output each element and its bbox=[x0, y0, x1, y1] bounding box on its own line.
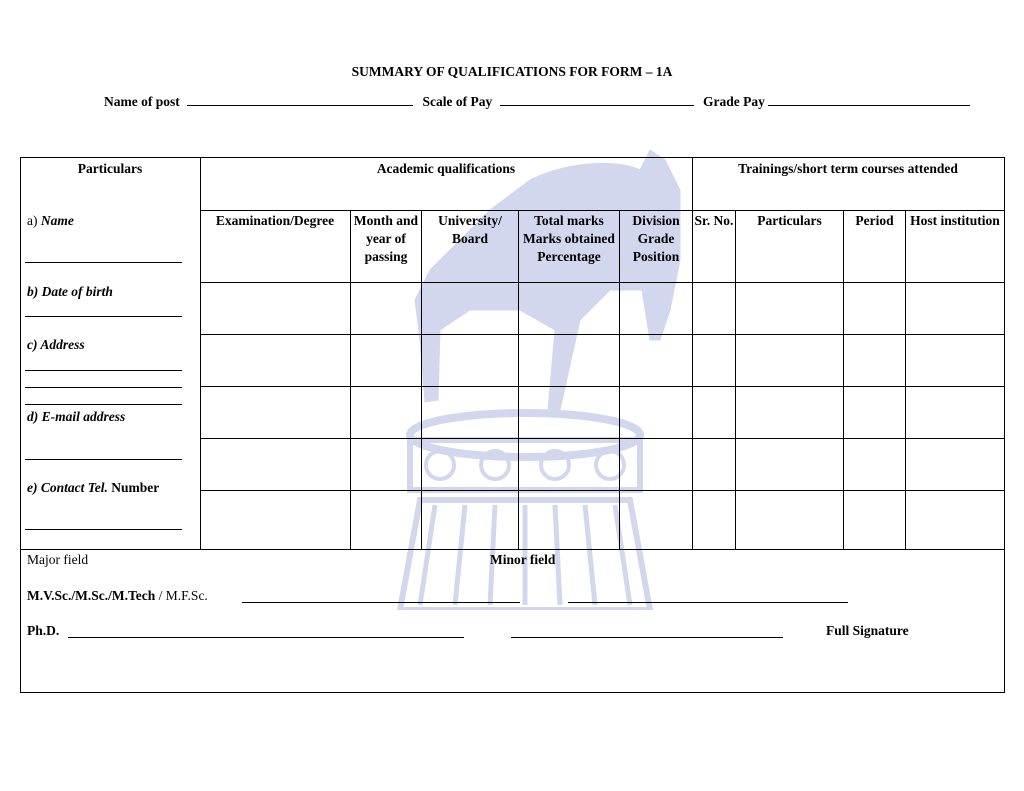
phd-label: Ph.D. bbox=[27, 623, 60, 638]
minor-field-label: Minor field bbox=[490, 552, 556, 567]
major-field-label: Major field bbox=[27, 552, 89, 567]
masters-minor-line[interactable] bbox=[568, 602, 848, 603]
name-of-post-field[interactable] bbox=[187, 93, 413, 106]
contact-field-label: e) Contact Tel. Number bbox=[27, 480, 160, 495]
form-title: SUMMARY OF QUALIFICATIONS FOR FORM – 1A bbox=[351, 64, 673, 79]
address-input-line-1[interactable] bbox=[25, 370, 182, 371]
col-month-year-passing: Month and year of passing bbox=[353, 213, 419, 264]
full-signature-label: Full Signature bbox=[826, 623, 909, 638]
scale-of-pay-label: Scale of Pay bbox=[422, 94, 493, 109]
email-field-label: d) E-mail address bbox=[27, 409, 126, 424]
name-of-post-label: Name of post bbox=[104, 94, 180, 109]
masters-major-line[interactable] bbox=[242, 602, 520, 603]
email-input-line[interactable] bbox=[25, 459, 182, 460]
dob-field-label: b) Date of birth bbox=[27, 284, 113, 299]
name-field-label: a) Name bbox=[27, 213, 74, 228]
col-university-board: University/ Board bbox=[438, 213, 502, 246]
dob-input-line[interactable] bbox=[25, 316, 182, 317]
name-input-line[interactable] bbox=[25, 262, 182, 263]
address-input-line-2[interactable] bbox=[25, 387, 182, 388]
col-total-marks: Total marks Marks obtained Percentage bbox=[523, 213, 615, 264]
trainings-header: Trainings/short term courses attended bbox=[738, 161, 958, 176]
address-input-line-3[interactable] bbox=[25, 404, 182, 405]
col-period: Period bbox=[855, 213, 894, 228]
phd-minor-line[interactable] bbox=[511, 637, 783, 638]
masters-label: M.V.Sc./M.Sc./M.Tech / M.F.Sc. bbox=[27, 588, 208, 603]
post-details-line bbox=[104, 93, 970, 110]
col-examination-degree: Examination/Degree bbox=[215, 213, 335, 228]
scale-of-pay-field[interactable] bbox=[500, 93, 694, 106]
col-particulars: Particulars bbox=[757, 213, 822, 228]
col-sr-no: Sr. No. bbox=[694, 213, 734, 228]
grade-pay-field[interactable] bbox=[768, 93, 970, 106]
phd-major-line[interactable] bbox=[68, 637, 464, 638]
col-host-institution: Host institution bbox=[910, 213, 1000, 228]
col-division-grade: Division Grade Position bbox=[632, 213, 680, 264]
academic-qualifications-header: Academic qualifications bbox=[376, 161, 516, 176]
address-field-label: c) Address bbox=[27, 337, 85, 352]
contact-input-line[interactable] bbox=[25, 529, 182, 530]
particulars-header: Particulars bbox=[77, 161, 143, 176]
grade-pay-label: Grade Pay bbox=[703, 94, 765, 109]
